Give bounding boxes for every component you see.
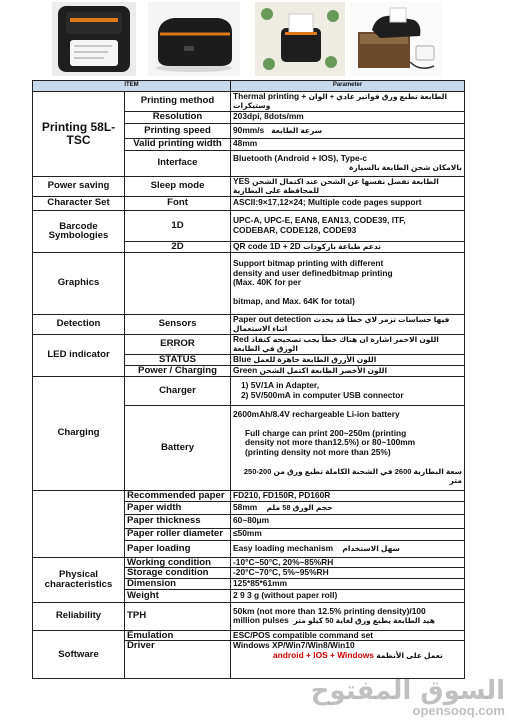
printer-top-view-photo <box>52 2 136 76</box>
item-header: ITEM <box>33 81 231 92</box>
interface-label: Interface <box>125 150 231 176</box>
tph-label: TPH <box>125 602 231 630</box>
paper-thickness-label: Paper thickness <box>125 514 231 528</box>
power-saving-group: Power saving <box>33 176 125 196</box>
led-error-arabic: اللون الاحمر اشارة ان هناك خطأ يجب تصحيحه كنفاذ الورق في الطابعة <box>233 334 439 353</box>
driver-label: Driver <box>125 641 231 679</box>
driver-arabic: تعمل على الأنظمة <box>376 650 443 660</box>
sensors-arabic: فيها حساسات تزمر لاي خطأ قد يحدث اثناء الاستعمال <box>233 314 450 333</box>
battery-value: 2600mAh/8.4V rechargeable Li-ion battery Full charge can print 200~250m (printing density not more than12.5%) or 80~100mm (printing density not more than 25%) سعة البطارية 2600 في الشحنة الكاملة تطبع ورق من 200-250 متر <box>231 405 465 490</box>
driver-platforms: android + IOS + Windows <box>273 649 374 660</box>
barcode-1d-value: UPC-A, UPC-E, EAN8, EAN13, CODE39, ITF, CODEBAR, CODE128, CODE93 <box>231 210 465 241</box>
printer-package-photo <box>350 2 442 76</box>
parameter-header: Parameter <box>231 81 465 92</box>
graphics-group: Graphics <box>33 252 125 314</box>
printing-speed-value: 90mm/s سرعة الطابعة <box>231 123 465 138</box>
sensors-label: Sensors <box>125 314 231 334</box>
watermark-latin: opensooq.com <box>412 703 505 718</box>
printing-method-arabic: الطابعة تطبع ورق فواتير عادي + الوان وستيكرات <box>233 91 448 110</box>
paper-roller-label: Paper roller diameter <box>125 528 231 540</box>
charging-group: Charging <box>33 376 125 490</box>
battery-label: Battery <box>125 405 231 490</box>
sleep-mode-value: YES الطابعة تفصل نفسها عن الشحن عند اكتمال الشحن للمحافظة على البطارية <box>231 176 465 196</box>
weight-label: Weight <box>125 589 231 602</box>
character-set-group: Character Set <box>33 196 125 210</box>
paper-group-empty <box>33 490 125 557</box>
led-error-value: Red اللون الاحمر اشارة ان هناك خطأ يجب تصحيحه كنفاذ الورق في الطابعة <box>231 334 465 354</box>
dimension-value: 125*85*61mm <box>231 579 465 590</box>
barcode-2d-value: QR code 1D + 2D تدعم طباعة باركودات <box>231 241 465 252</box>
working-condition-value: -10°C~50°C, 20%~85%RH <box>231 557 465 568</box>
product-photos <box>0 0 509 80</box>
font-label: Font <box>125 196 231 210</box>
led-charging-label: Power / Charging <box>125 365 231 376</box>
printing-group: Printing 58L-TSC <box>33 91 125 176</box>
printing-speed-label: Printing speed <box>125 123 231 138</box>
paper-width-label: Paper width <box>125 501 231 514</box>
table-header-row <box>33 81 465 92</box>
resolution-label: Resolution <box>125 111 231 123</box>
physical-group: Physical characteristics <box>33 557 125 602</box>
emulation-value: ESC/POS compatible command set <box>231 630 465 641</box>
interface-arabic: بالامكان شحن الطابعة بالسيارة <box>348 163 462 172</box>
printing-speed-arabic: سرعة الطابعة <box>271 125 323 135</box>
dimension-label: Dimension <box>125 579 231 590</box>
graphics-value: Support bitmap printing with different density and user definedbitmap printing (Max. 40K for per bitmap, and Max. 64K for total) <box>231 252 465 314</box>
paper-thickness-value: 60~80μm <box>231 514 465 528</box>
barcode-1d-label: 1D <box>125 210 231 241</box>
led-indicator-group: LED indicator <box>33 334 125 376</box>
charger-value: 1) 5V/1A in Adapter, 2) 5V/500mA in computer USB connector <box>231 376 465 405</box>
tph-arabic: هيد الطابعة يطبع ورق لغاية 50 كيلو متر <box>293 616 435 625</box>
led-charging-value: Green اللون الأخضر الطابعة اكتمل الشحن <box>231 365 465 376</box>
battery-arabic: سعة البطارية 2600 في الشحنة الكاملة تطبع ورق من 200-250 متر <box>243 466 462 485</box>
paper-width-arabic: حجم الورق 58 ملم <box>266 502 333 512</box>
paper-loading-value: Easy loading mechanism سهل الاستخدام <box>231 540 465 557</box>
barcode-group: Barcode Symbologies <box>33 210 125 252</box>
paper-width-value: 58mm حجم الورق 58 ملم <box>231 501 465 514</box>
charger-label: Charger <box>125 376 231 405</box>
paper-roller-value: ≤50mm <box>231 528 465 540</box>
barcode-2d-label: 2D <box>125 241 231 252</box>
paper-loading-label: Paper loading <box>125 540 231 557</box>
printing-width-value: 48mm <box>231 138 465 150</box>
reliability-group: Reliability <box>33 602 125 630</box>
weight-value: 2 9 3 g (without paper roll) <box>231 589 465 602</box>
led-status-label: STATUS <box>125 354 231 365</box>
printing-method-label: Printing method <box>125 91 231 111</box>
interface-value: Bluetooth (Android + IOS), Type-c بالامكان شحن الطابعة بالسيارة <box>231 150 465 176</box>
sleep-mode-label: Sleep mode <box>125 176 231 196</box>
paper-loading-arabic: سهل الاستخدام <box>342 543 400 553</box>
detection-group: Detection <box>33 314 125 334</box>
led-error-label: ERROR <box>125 334 231 354</box>
recommended-paper-label: Recommended paper <box>125 490 231 501</box>
printing-width-label: Valid printing width <box>125 138 231 150</box>
storage-condition-label: Storage condition <box>125 568 231 579</box>
spec-table <box>32 80 465 679</box>
opensooq-watermark <box>311 678 505 718</box>
resolution-value: 203dpi, 8dots/mm <box>231 111 465 123</box>
emulation-label: Emulation <box>125 630 231 641</box>
led-status-value: Blue اللون الأزرق الطابعة جاهزة للعمل <box>231 354 465 365</box>
graphics-label-empty <box>125 252 231 314</box>
driver-value: Windows XP/Win7/Win8/Win10 android + IOS + Windows تعمل على الأنظمة <box>231 641 465 679</box>
sensors-value: Paper out detection فيها حساسات تزمر لاي خطأ قد يحدث اثناء الاستعمال <box>231 314 465 334</box>
led-status-arabic: اللون الأزرق الطابعة جاهزة للعمل <box>253 354 377 364</box>
sleep-mode-arabic: الطابعة تفصل نفسها عن الشحن عند اكتمال الشحن للمحافظة على البطارية <box>233 176 439 195</box>
led-charging-arabic: اللون الأخضر الطابعة اكتمل الشحن <box>259 365 388 375</box>
printer-side-view-photo <box>148 2 240 76</box>
font-value: ASCII:9×17,12×24; Multiple code pages support <box>231 196 465 210</box>
storage-condition-value: -20°C~70°C, 5%~95%RH <box>231 568 465 579</box>
tph-value: 50km (not more than 12.5% printing density)/100 million pulses هيد الطابعة يطبع ورق لغاية 50 كيلو متر <box>231 602 465 630</box>
software-group: Software <box>33 630 125 679</box>
printing-method-value: Thermal printing + الطابعة تطبع ورق فواتير عادي + الوان وستيكرات <box>231 91 465 111</box>
printer-usage-photo <box>255 2 345 76</box>
watermark-arabic: السوق المفتوح <box>310 676 505 706</box>
barcode-2d-arabic: تدعم طباعة باركودات <box>303 241 381 251</box>
working-condition-label: Working condition <box>125 557 231 568</box>
recommended-paper-value: FD210, FD150R, PD160R <box>231 490 465 501</box>
